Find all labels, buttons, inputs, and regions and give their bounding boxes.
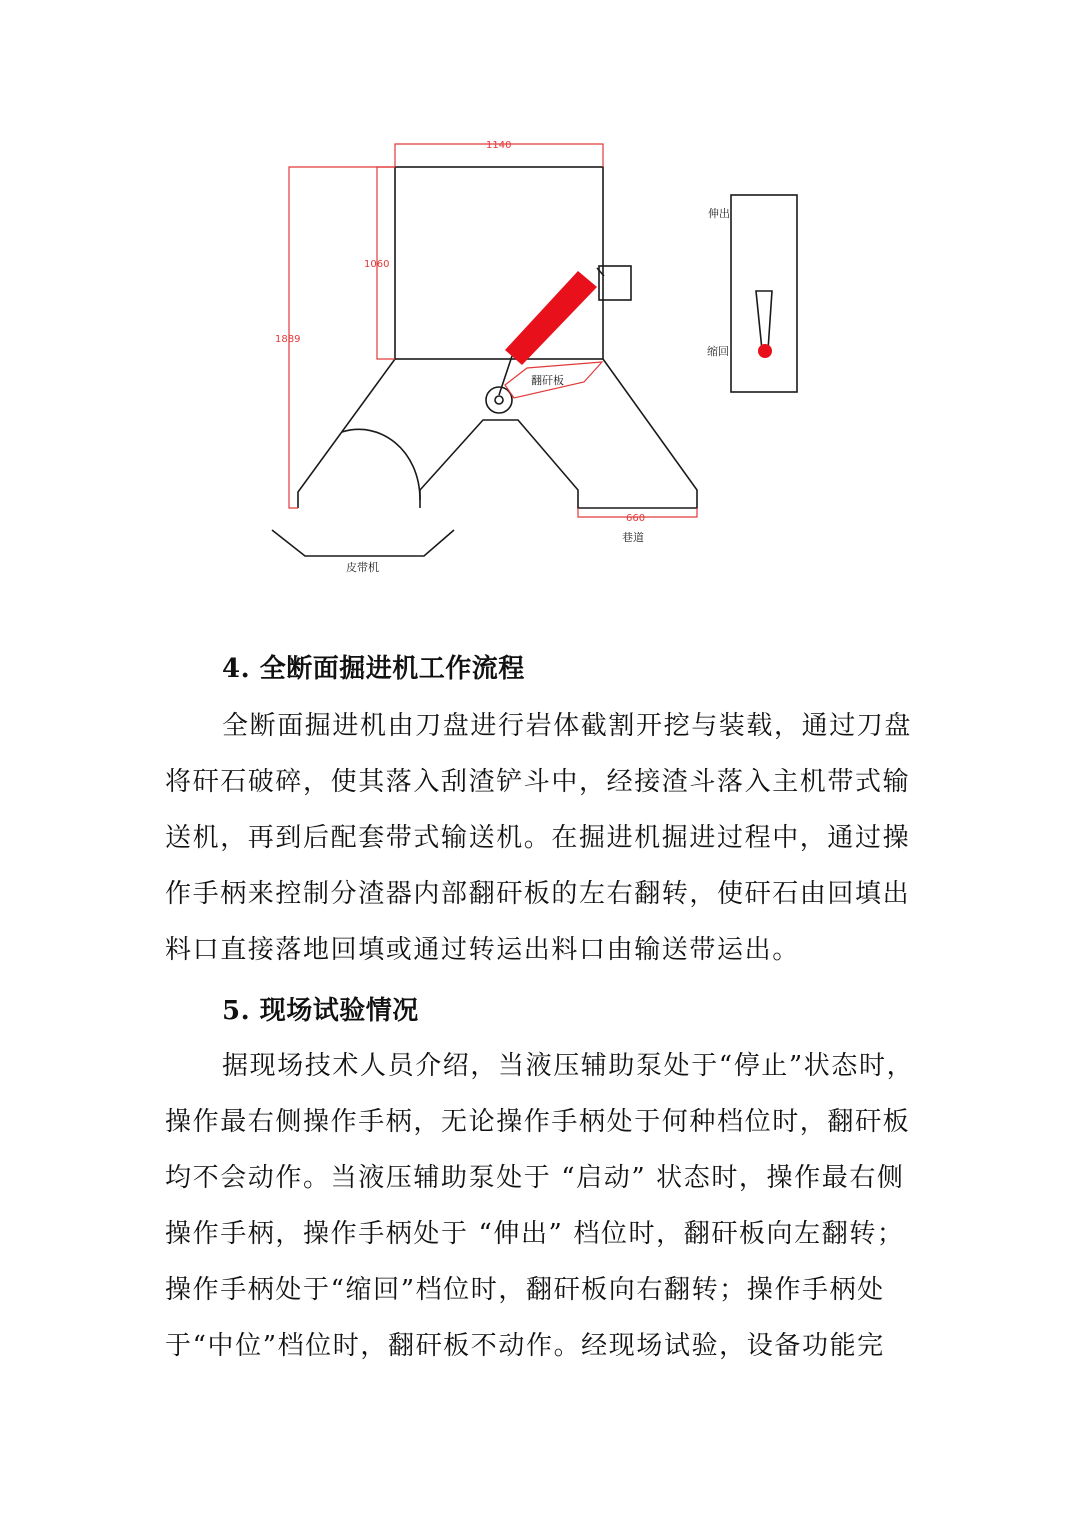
control-panel bbox=[731, 195, 797, 392]
paragraph-line: 送机，再到后配套带式输送机。在掘进机掘进过程中，通过操 bbox=[165, 823, 911, 853]
paragraph-line: 据现场技术人员介绍，当液压辅助泵处于“停止”状态时， bbox=[222, 1051, 915, 1081]
belt-conveyor bbox=[272, 530, 454, 556]
roadway-label: 巷道 bbox=[622, 531, 644, 544]
hopper-outline bbox=[298, 359, 697, 508]
paragraph-line: 全断面掘进机由刀盘进行岩体截割开挖与装载，通过刀盘 bbox=[222, 711, 913, 741]
paragraph-line: 将矸石破碎，使其落入刮渣铲斗中，经接渣斗落入主机带式输 bbox=[165, 767, 911, 797]
section5-paragraph bbox=[165, 1038, 925, 1374]
pivot-wheel bbox=[486, 387, 512, 413]
paragraph-line: 于“中位”档位时，翻矸板不动作。经现场试验，设备功能完 bbox=[165, 1331, 885, 1361]
dim-outlet-label: 660 bbox=[626, 513, 646, 524]
backfill-arch bbox=[342, 429, 420, 500]
extend-label: 伸出 bbox=[708, 207, 730, 220]
paragraph-line: 均不会动作。当液压辅助泵处于 “启动” 状态时，操作最右侧 bbox=[165, 1163, 905, 1193]
retract-label: 缩回 bbox=[707, 345, 729, 358]
dim-width-label: 1140 bbox=[486, 140, 512, 151]
lever-knob bbox=[758, 344, 772, 358]
plate-label: 翻矸板 bbox=[531, 374, 564, 387]
dim-total-label: 1889 bbox=[275, 334, 301, 345]
paragraph-line: 操作最右侧操作手柄，无论操作手柄处于何种档位时，翻矸板 bbox=[165, 1107, 911, 1137]
pivot-pin bbox=[495, 396, 503, 404]
paragraph-line: 作手柄来控制分渣器内部翻矸板的左右翻转，使矸石由回填出 bbox=[165, 879, 911, 909]
splitter-box bbox=[395, 167, 603, 359]
lever-slot bbox=[756, 291, 772, 350]
section4-title: 4. 全断面掘进机工作流程 bbox=[222, 654, 525, 684]
dim-total-line bbox=[289, 167, 395, 508]
dim-height-label: 1060 bbox=[364, 259, 390, 270]
section4-paragraph bbox=[165, 698, 925, 978]
hydraulic-cylinder bbox=[505, 271, 597, 365]
splitter-diagram bbox=[0, 0, 1080, 620]
paragraph-line: 操作手柄处于“缩回”档位时，翻矸板向右翻转；操作手柄处 bbox=[165, 1275, 885, 1305]
conveyor-label: 皮带机 bbox=[346, 561, 379, 574]
paragraph-line: 操作手柄，操作手柄处于 “伸出” 档位时，翻矸板向左翻转； bbox=[165, 1219, 905, 1249]
paragraph-line: 料口直接落地回填或通过转运出料口由输送带运出。 bbox=[165, 935, 800, 965]
section5-title: 5. 现场试验情况 bbox=[222, 996, 419, 1026]
